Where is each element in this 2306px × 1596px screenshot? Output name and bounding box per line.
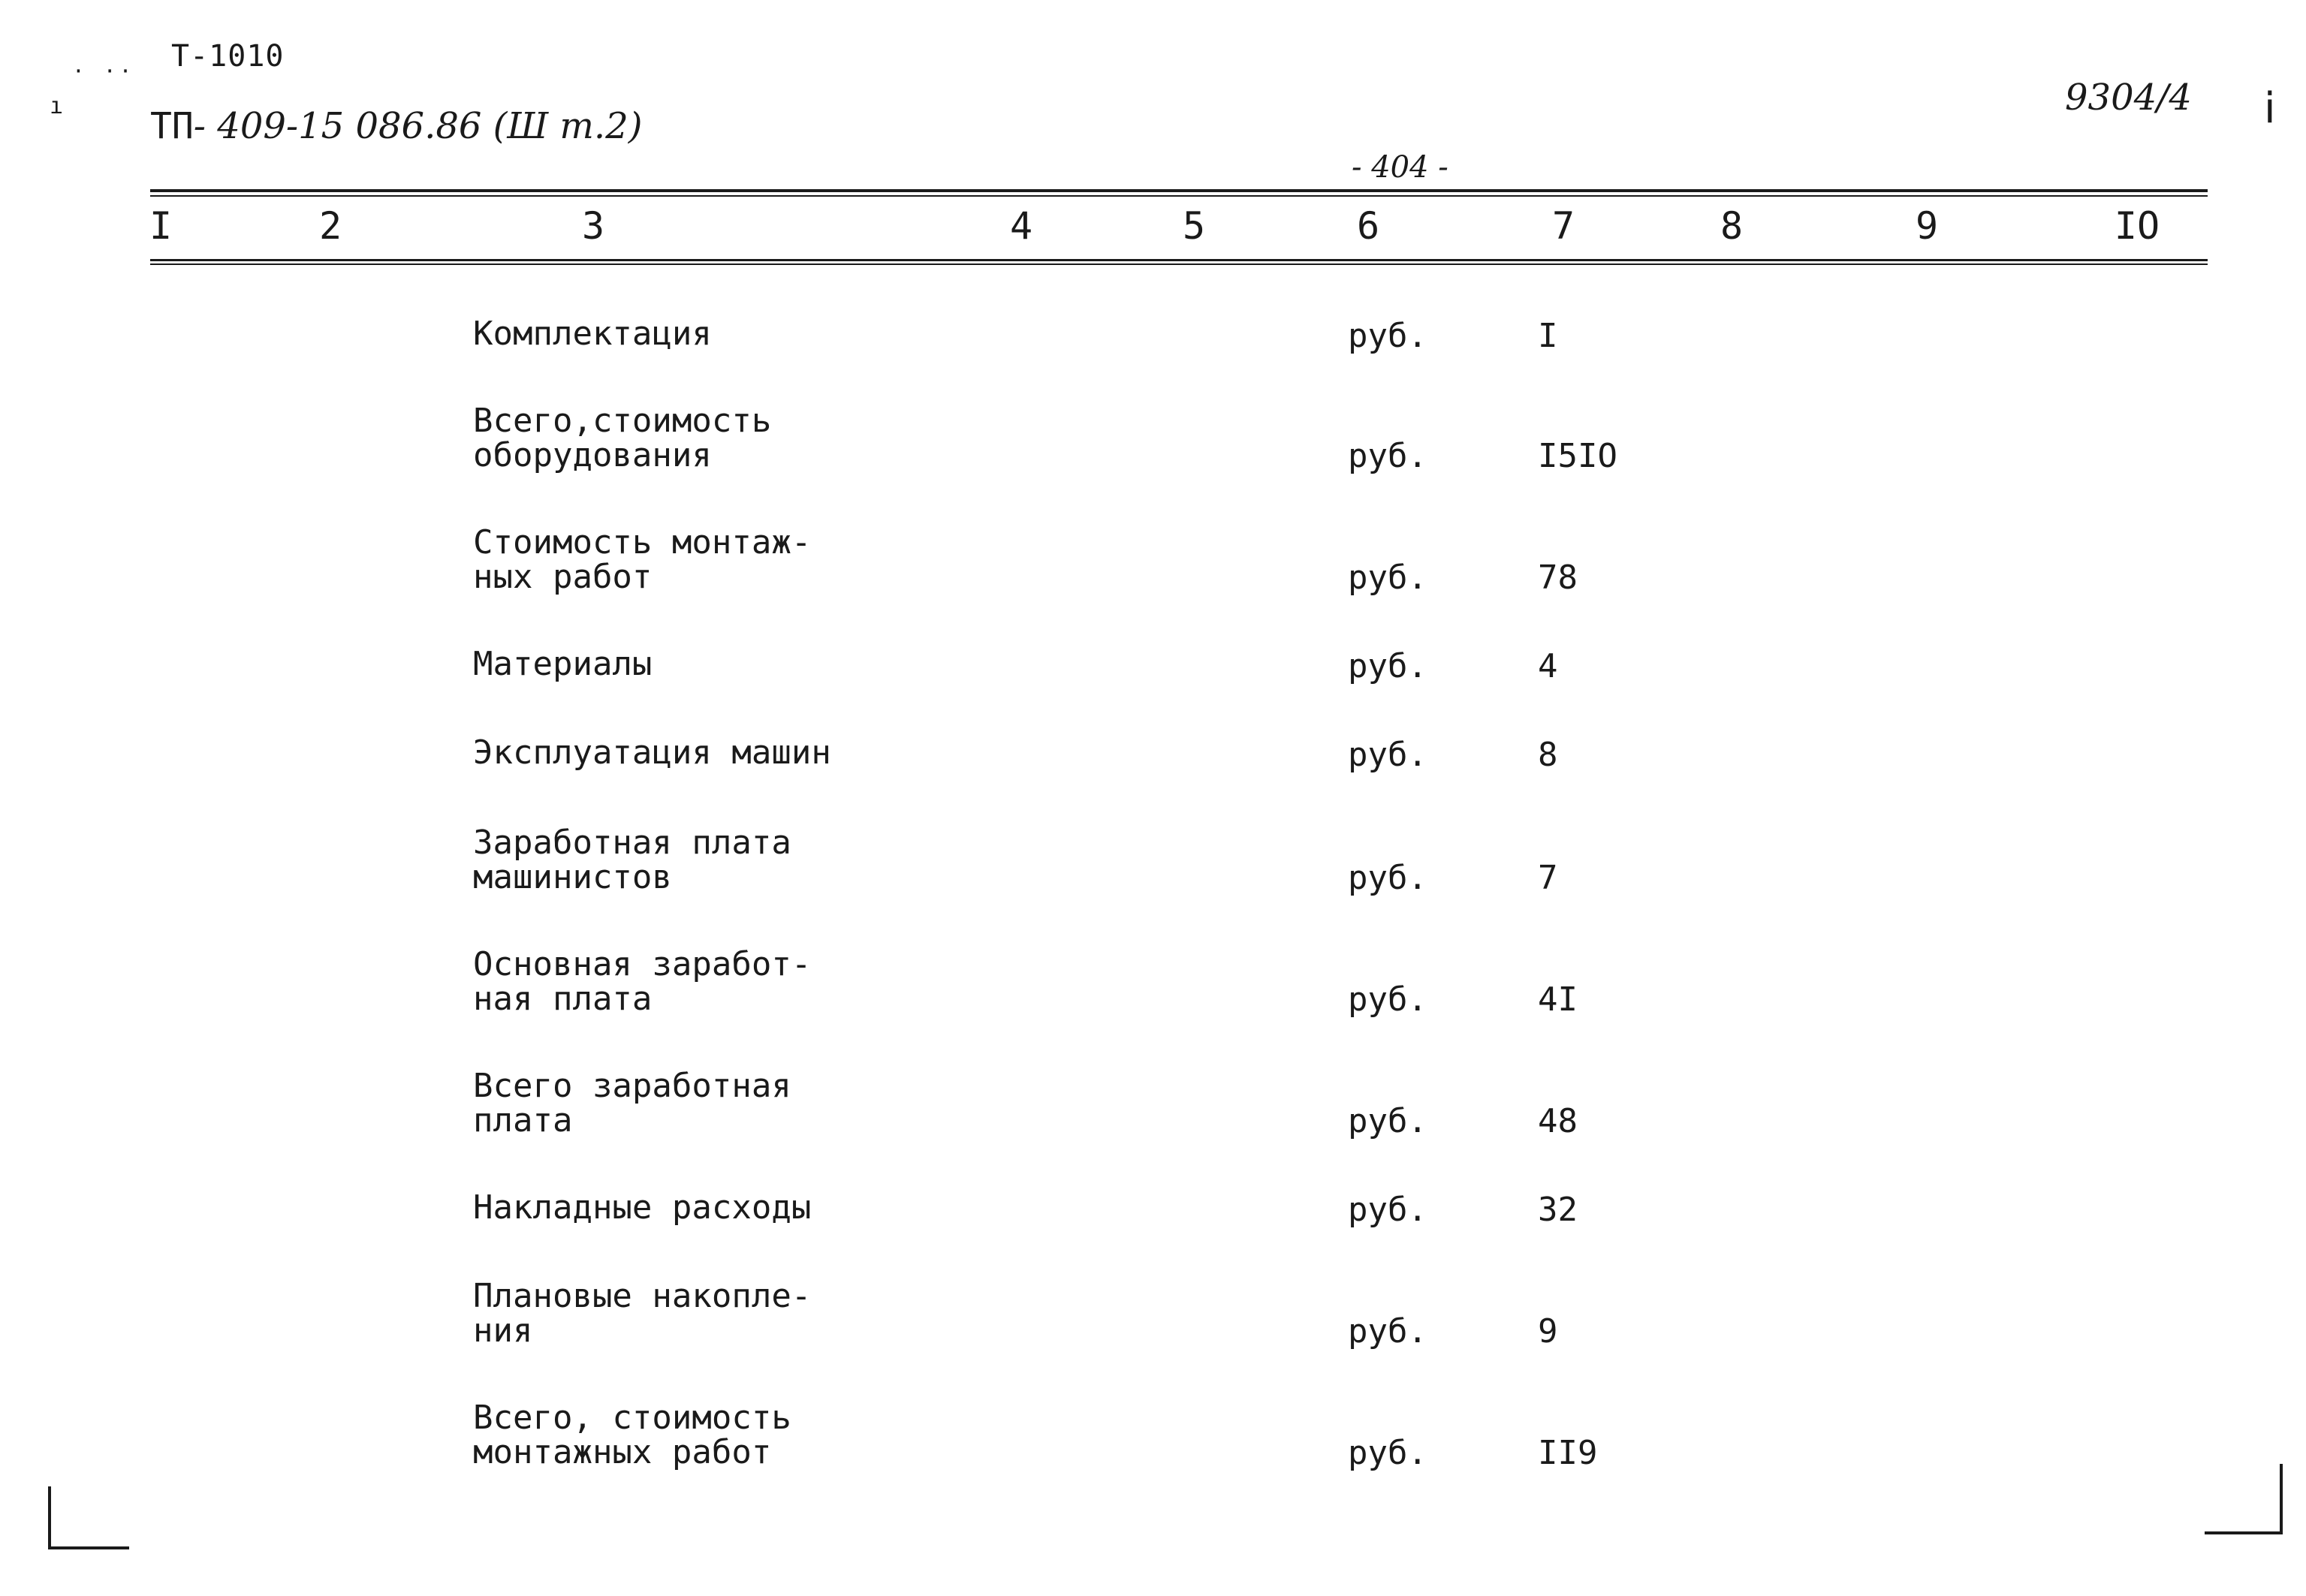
- row-value: 7: [1538, 859, 1558, 897]
- row-unit: руб.: [1348, 1434, 1427, 1472]
- column-header-2: 2: [318, 204, 342, 248]
- row-label-operator-wages: Заработная плата машинистов: [473, 824, 791, 896]
- header-bottom-rule-inner: [150, 263, 2208, 265]
- row-unit: руб.: [1348, 1102, 1427, 1140]
- column-header-9: 9: [1915, 204, 1939, 248]
- column-header-10: IO: [2114, 204, 2160, 248]
- corner-marks: · ··: [72, 59, 135, 83]
- row-value: I: [1538, 317, 1558, 355]
- series-handwritten: - 409-15 086.86 (Ш т.2): [193, 105, 643, 147]
- column-header-8: 8: [1720, 204, 1744, 248]
- row-value: 32: [1538, 1191, 1578, 1229]
- row-label-base-wages: Основная заработ- ная плата: [473, 945, 812, 1018]
- right-margin-mark: i: [2264, 84, 2276, 133]
- row-label-materials: Материалы: [473, 645, 653, 683]
- row-label-planned-savings: Плановые накопле- ния: [473, 1277, 812, 1350]
- header-bottom-rule: [150, 259, 2208, 261]
- row-value: I5IO: [1538, 437, 1617, 475]
- row-unit: руб.: [1348, 859, 1427, 897]
- corner-bracket-left: [48, 1486, 129, 1549]
- row-value: 4I: [1538, 980, 1578, 1019]
- column-header-1: I: [149, 204, 173, 248]
- row-label-total-wages: Всего заработная плата: [473, 1067, 791, 1140]
- row-value: 9: [1538, 1312, 1558, 1351]
- row-unit: руб.: [1348, 980, 1427, 1019]
- row-label-total-equipment: Всего,стоимость оборудования: [473, 402, 772, 474]
- row-value: 4: [1538, 647, 1558, 685]
- column-header-7: 7: [1551, 204, 1575, 248]
- document-code: Т-1010: [171, 39, 285, 74]
- row-label-equipment-set: Комплектация: [473, 315, 712, 353]
- corner-bracket-right: [2205, 1464, 2283, 1534]
- table-top-rule: [150, 189, 2208, 192]
- table-top-rule-inner: [150, 195, 2208, 197]
- row-unit: руб.: [1348, 647, 1427, 685]
- series-label: ТП: [150, 105, 194, 147]
- row-label-overhead: Накладные расходы: [473, 1188, 812, 1227]
- row-unit: руб.: [1348, 317, 1427, 355]
- column-header-6: 6: [1356, 204, 1380, 248]
- column-header-4: 4: [1009, 204, 1033, 248]
- left-margin-mark: ı: [50, 93, 64, 119]
- row-unit: руб.: [1348, 437, 1427, 475]
- row-value: II9: [1538, 1434, 1598, 1472]
- row-label-total-installation: Всего, стоимость монтажных работ: [473, 1399, 791, 1471]
- row-value: 48: [1538, 1102, 1578, 1140]
- row-label-machine-operation: Эксплуатация машин: [473, 733, 831, 772]
- column-header-3: 3: [581, 204, 605, 248]
- page-number: - 404 -: [1352, 150, 1448, 185]
- column-header-5: 5: [1182, 204, 1206, 248]
- document-number: 9304/4: [2065, 77, 2192, 119]
- row-unit: руб.: [1348, 1312, 1427, 1351]
- row-value: 8: [1538, 736, 1558, 774]
- row-value: 78: [1538, 559, 1578, 597]
- row-unit: руб.: [1348, 559, 1427, 597]
- project-series: [150, 105, 642, 147]
- row-unit: руб.: [1348, 1191, 1427, 1229]
- row-unit: руб.: [1348, 736, 1427, 774]
- row-label-installation-cost: Стоимость монтаж- ных работ: [473, 523, 812, 596]
